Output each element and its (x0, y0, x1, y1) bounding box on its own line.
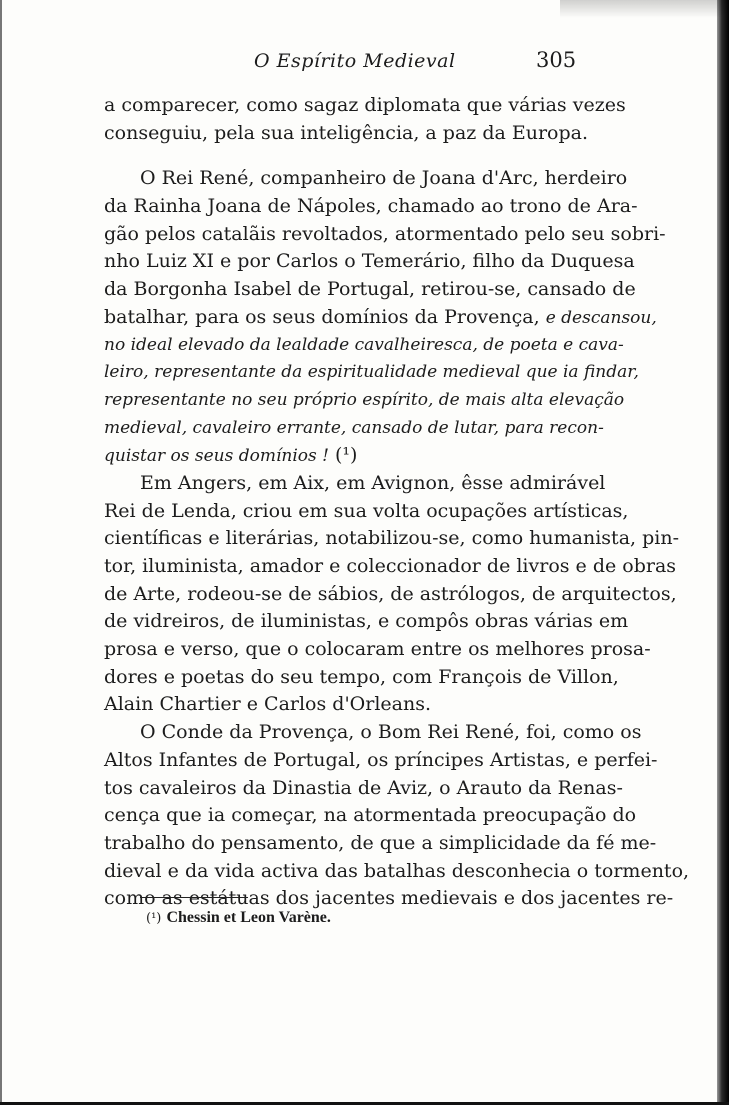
text-line: da Borgonha Isabel de Portugal, retirou-se, cansado de (104, 278, 636, 301)
text-line: dores e poetas do seu tempo, com François de Villon, (104, 665, 619, 688)
text-line-mixed (104, 442, 592, 470)
italic-line: medieval, cavaleiro errante, cansado de lutar, para recon- (104, 417, 604, 438)
footnote (146, 907, 331, 927)
text-line: trabalho do pensamento, de que a simplicidade da fé me- (104, 831, 657, 854)
italic-line: leiro, representante da espiritualidade medieval que ia findar, (104, 362, 639, 383)
text-line: prosa e verso, que o colocaram entre os melhores prosa- (104, 638, 651, 661)
text-line: tor, iluminista, amador e coleccionador de livros e de obras (104, 555, 677, 577)
paragraph-gap (104, 147, 592, 165)
scan-shadow-top (560, 0, 729, 18)
text-line: Altos Infantes de Portugal, os príncipes Artistas, e perfei- (104, 748, 658, 771)
italic-text: e descansou, (545, 307, 657, 328)
text-line: Em Angers, em Aix, em Avignon, êsse admirável (140, 471, 606, 494)
scan-edge-right (717, 0, 729, 1105)
running-title: O Espírito Medieval (254, 50, 456, 72)
scan-edge-left (0, 0, 2, 1105)
text-line: tos cavaleiros da Dinastia de Aviz, o Arauto da Renas- (104, 776, 623, 799)
italic-text: quistar os seus domínios ! (104, 446, 329, 467)
text-line: O Rei René, companheiro de Joana d'Arc, herdeiro (140, 167, 628, 190)
italic-line: no ideal elevado da lealdade cavalheiresca, de poeta e cava- (104, 334, 624, 355)
roman-text: batalhar, para os seus domínios da Provença, (104, 305, 546, 328)
footnote-mark: (¹) (146, 911, 162, 926)
footnote-reference: (¹) (328, 444, 358, 467)
text-line: conseguiu, pela sua inteligência, a paz da Europa. (104, 121, 589, 144)
text-line: cença que ia começar, na atormentada preocupação do (104, 804, 637, 827)
text-line: Rei de Lenda, criou em sua volta ocupações artísticas, (104, 499, 629, 522)
page-number: 305 (536, 48, 577, 72)
italic-line: representante no seu próprio espírito, de mais alta elevação (104, 389, 625, 410)
text-line: a comparecer, como sagaz diplomata que várias vezes (104, 94, 626, 116)
text-line: de vidreiros, de iluministas, e compôs obras várias em (104, 610, 629, 633)
footnote-divider (140, 897, 248, 898)
text-line: O Conde da Provença, o Bom Rei René, foi, como os (140, 721, 642, 744)
running-head (0, 50, 729, 80)
text-line: Alain Chartier e Carlos d'Orleans. (104, 693, 431, 716)
body-text (104, 92, 690, 913)
text-line: científicas e literárias, notabilizou-se, como humanista, pin- (104, 527, 679, 550)
text-line: como as estátuas dos jacentes medievais e dos jacentes re- (104, 887, 674, 910)
text-line: da Rainha Joana de Nápoles, chamado ao trono de Ara- (104, 195, 638, 218)
text-line: de Arte, rodeou-se de sábios, de astrólogos, de arquitectos, (104, 582, 677, 605)
text-line: dieval e da vida activa das batalhas desconhecia o tormento, (104, 859, 690, 882)
text-line-mixed (104, 304, 657, 332)
footnote-text: Chessin et Leon Varène. (166, 909, 331, 926)
text-line: nho Luiz XI e por Carlos o Temerário, filho da Duquesa (104, 250, 635, 273)
text-line: gão pelos catalãis revoltados, atormentado pelo seu sobri- (104, 222, 666, 245)
